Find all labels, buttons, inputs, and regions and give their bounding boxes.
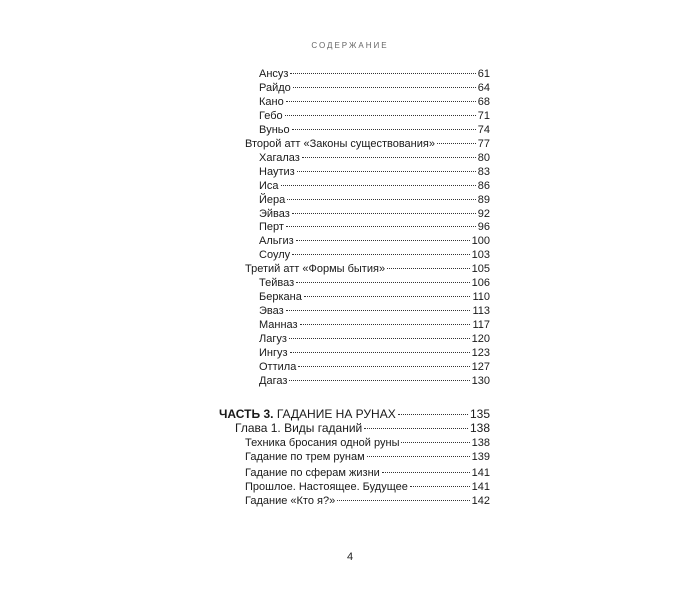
toc-dot-leader <box>410 486 470 487</box>
toc-entry <box>219 407 490 421</box>
toc-entry <box>259 95 490 109</box>
toc-entry <box>259 81 490 95</box>
toc-dot-leader <box>387 268 470 269</box>
toc-dot-leader <box>293 87 476 88</box>
toc-entry-title: Гебо <box>259 110 283 122</box>
toc-entry-page: 123 <box>471 347 490 359</box>
toc-entry <box>259 151 490 165</box>
toc-entry-title: Третий атт «Формы бытия» <box>245 263 386 275</box>
toc-dot-leader <box>281 185 476 186</box>
toc-dot-leader <box>290 73 475 74</box>
toc-entry <box>259 346 490 360</box>
toc-entry-page: 77 <box>477 138 490 150</box>
toc-entry-title: Иса <box>259 180 279 192</box>
toc-dot-leader <box>398 414 468 415</box>
toc-entry-title: Гадание «Кто я?» <box>245 495 336 507</box>
toc-entry-title: Оттила <box>259 361 297 373</box>
toc-entry-title: Соулу <box>259 249 291 261</box>
toc-dot-leader <box>286 310 471 311</box>
toc-dot-leader <box>289 380 469 381</box>
toc-entry <box>259 123 490 137</box>
toc-entry-title: Вуньо <box>259 124 290 136</box>
toc-entry-title: Ансуз <box>259 68 289 80</box>
toc-entry <box>259 193 490 207</box>
toc-part-label: ЧАСТЬ 3. <box>219 407 274 421</box>
toc-entry-page: 127 <box>471 361 490 373</box>
toc-entry-page: 120 <box>471 333 490 345</box>
toc-entry-page: 142 <box>471 495 490 507</box>
toc-dot-leader <box>437 143 476 144</box>
toc-dot-leader <box>367 456 470 457</box>
toc-entry-page: 103 <box>471 249 490 261</box>
toc-entry <box>259 332 490 346</box>
toc-entry <box>259 207 490 221</box>
toc-entry-title: Техника бросания одной руны <box>245 437 400 449</box>
toc-dot-leader <box>292 213 476 214</box>
toc-entry-page: 130 <box>471 375 490 387</box>
toc-entry-page: 117 <box>472 319 490 331</box>
toc-part-title: ГАДАНИЕ НА РУНАХ <box>276 407 396 421</box>
toc-dot-leader <box>302 157 476 158</box>
toc-entry-title: Манназ <box>259 319 298 331</box>
toc-entry-page: 105 <box>471 263 490 275</box>
toc-entry <box>259 234 490 248</box>
toc-dot-leader <box>337 500 469 501</box>
page-number: 4 <box>346 551 354 563</box>
toc-entry-title: Альгиз <box>259 235 294 247</box>
toc-entry-title: Хагалаз <box>259 152 300 164</box>
toc-entry-title: Райдо <box>259 82 291 94</box>
toc-entry-title: Дагаз <box>259 375 288 387</box>
toc-entry <box>259 360 490 374</box>
toc-entry <box>259 304 490 318</box>
toc-dot-leader <box>296 282 470 283</box>
toc-entry-page: 68 <box>477 96 490 108</box>
toc-entry <box>259 290 490 304</box>
toc-entry <box>245 494 490 508</box>
toc-entry-page: 89 <box>477 194 490 206</box>
toc-entry-title: Гадание по трем рунам <box>245 451 365 463</box>
toc-entry <box>245 466 490 480</box>
toc-dot-leader <box>292 254 470 255</box>
toc-entry-page: 139 <box>471 451 490 463</box>
toc-entry-page: 138 <box>471 437 490 449</box>
toc-entry-title: Кано <box>259 96 284 108</box>
toc-entry <box>259 165 490 179</box>
toc-dot-leader <box>300 324 471 325</box>
toc-entry-title <box>219 407 396 421</box>
toc-entry-page: 135 <box>469 407 490 421</box>
toc-dot-leader <box>297 171 476 172</box>
toc-dot-leader <box>292 129 476 130</box>
toc-entry-page: 92 <box>477 208 490 220</box>
toc-entry-title: Йера <box>259 194 286 206</box>
toc-entry-page: 61 <box>477 68 490 80</box>
toc-dot-leader <box>298 366 469 367</box>
toc-dot-leader <box>290 352 470 353</box>
toc-entry-page: 74 <box>477 124 490 136</box>
toc-dot-leader <box>364 428 468 429</box>
toc-entry-page: 80 <box>477 152 490 164</box>
toc-entry-page: 138 <box>469 421 490 435</box>
toc-entry-title: Прошлое. Настоящее. Будущее <box>245 481 408 493</box>
toc-entry-page: 86 <box>477 180 490 192</box>
toc-entry-title: Ингуз <box>259 347 288 359</box>
toc-dot-leader <box>286 101 476 102</box>
toc-entry <box>245 450 490 464</box>
toc-entry <box>259 179 490 193</box>
toc-entry-title: Лагуз <box>259 333 287 345</box>
toc-entry-title: Глава 1. Виды гаданий <box>235 421 363 435</box>
toc-entry <box>245 436 490 450</box>
toc-entry-page: 113 <box>472 305 490 317</box>
running-header: СОДЕРЖАНИЕ <box>311 41 389 50</box>
toc-entry <box>245 480 490 494</box>
toc-entry-page: 141 <box>471 481 490 493</box>
toc-dot-leader <box>382 472 470 473</box>
toc-dot-leader <box>304 296 471 297</box>
toc-entry-page: 106 <box>471 277 490 289</box>
toc-entry-page: 83 <box>477 166 490 178</box>
toc-entry <box>235 421 490 435</box>
toc-dot-leader <box>289 338 470 339</box>
toc-dot-leader <box>287 199 475 200</box>
toc-entry <box>259 67 490 81</box>
toc-entry-title: Второй атт «Законы существования» <box>245 138 435 150</box>
toc-entry-title: Эйваз <box>259 208 290 220</box>
toc-entry-page: 71 <box>477 110 490 122</box>
toc-entry <box>259 374 490 388</box>
toc-entry <box>259 318 490 332</box>
toc-entry <box>259 248 490 262</box>
toc-dot-leader <box>296 240 470 241</box>
toc-entry-title: Наутиз <box>259 166 295 178</box>
toc-entry-title: Гадание по сферам жизни <box>245 467 380 479</box>
toc-entry-page: 110 <box>472 291 490 303</box>
toc-dot-leader <box>286 226 476 227</box>
toc-entry-title: Эваз <box>259 305 284 317</box>
toc-dot-leader <box>401 442 469 443</box>
toc-entry <box>245 137 490 151</box>
toc-entry <box>259 276 490 290</box>
toc-entry-title: Перт <box>259 221 284 233</box>
toc-entry <box>259 220 490 234</box>
toc-entry <box>245 262 490 276</box>
toc-entry-title: Тейваз <box>259 277 295 289</box>
toc-entry-page: 141 <box>471 467 490 479</box>
toc-entry-page: 64 <box>477 82 490 94</box>
toc-dot-leader <box>285 115 476 116</box>
toc-entry <box>259 109 490 123</box>
toc-entry-page: 96 <box>477 221 490 233</box>
toc-entry-page: 100 <box>471 235 490 247</box>
toc-entry-title: Беркана <box>259 291 302 303</box>
